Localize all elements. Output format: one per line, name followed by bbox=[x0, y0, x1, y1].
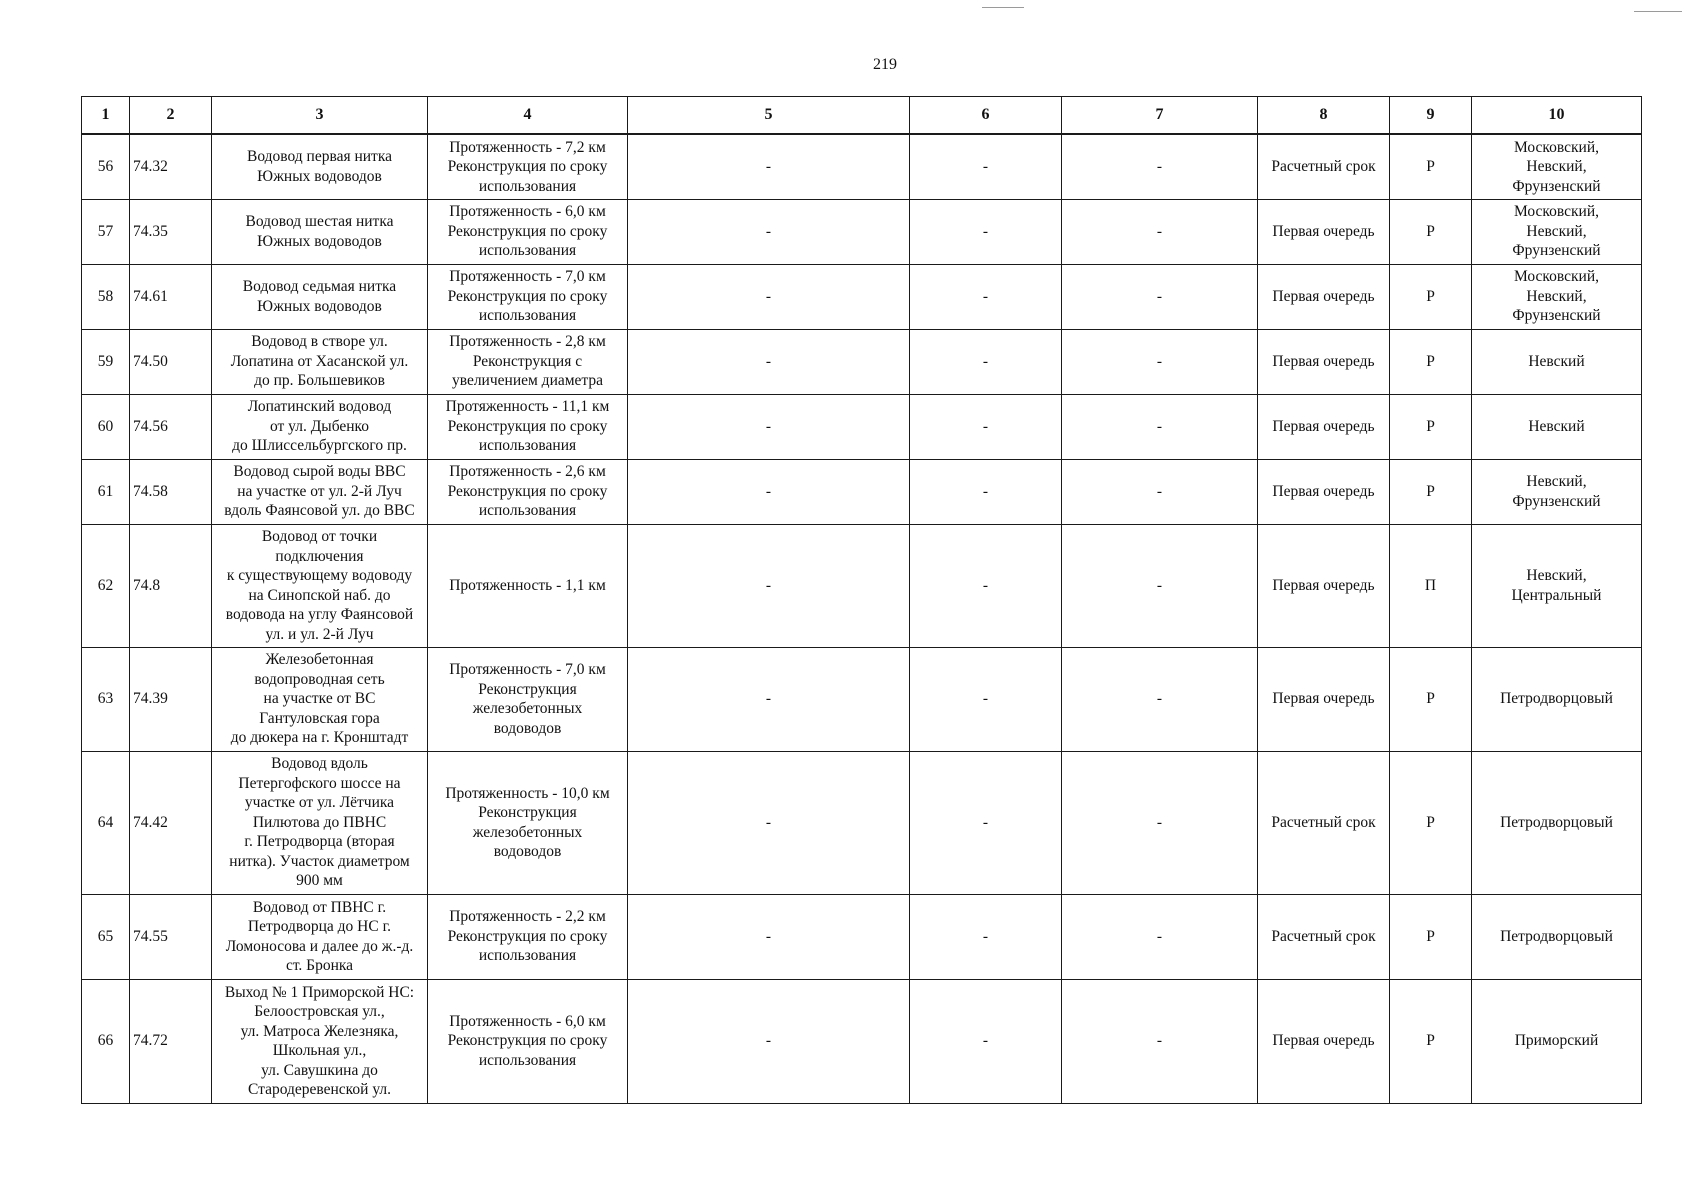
district-list bbox=[1472, 894, 1642, 979]
cell-line: Петродворцовый bbox=[1500, 813, 1613, 831]
cell-line: Водовод от ПВНС г. bbox=[252, 898, 387, 916]
column-6-value: - bbox=[910, 394, 1062, 459]
object-description bbox=[428, 329, 628, 394]
column-6-value: - bbox=[910, 459, 1062, 524]
district-list bbox=[1472, 199, 1642, 264]
table-row bbox=[82, 329, 1642, 394]
cell-line: железобетонных bbox=[472, 700, 583, 717]
column-6-value: - bbox=[910, 134, 1062, 199]
status-code: Р bbox=[1390, 264, 1472, 329]
implementation-stage: Первая очередь bbox=[1258, 459, 1390, 524]
cell-line: увеличением диаметра bbox=[451, 372, 604, 390]
cell-line: Протяженность - 6,0 км bbox=[449, 1012, 606, 1030]
cell-line: Петродворцовый bbox=[1500, 927, 1613, 945]
cell-line: Реконструкция по сроку bbox=[447, 222, 608, 240]
object-code: 74.8 bbox=[130, 524, 212, 647]
cell-line: Реконструкция bbox=[478, 804, 577, 821]
implementation-stage: Первая очередь bbox=[1258, 199, 1390, 264]
object-code: 74.39 bbox=[130, 647, 212, 751]
column-7-value: - bbox=[1062, 894, 1258, 979]
cell-line: Протяженность - 2,8 км bbox=[449, 333, 606, 351]
cell-line: Фрунзенский bbox=[1512, 307, 1601, 325]
district-list bbox=[1472, 134, 1642, 199]
table-row bbox=[82, 647, 1642, 751]
implementation-stage: Первая очередь bbox=[1258, 524, 1390, 647]
column-7-value: - bbox=[1062, 459, 1258, 524]
object-description bbox=[428, 459, 628, 524]
object-name bbox=[212, 524, 428, 647]
cell-line: Реконструкция по сроку bbox=[447, 158, 608, 175]
cell-line: использования bbox=[478, 947, 577, 965]
cell-line: Стародеревенской ул. bbox=[247, 1081, 392, 1098]
row-number: 60 bbox=[82, 394, 130, 459]
cell-line: железобетонных bbox=[472, 823, 583, 841]
column-header: 9 bbox=[1390, 97, 1472, 135]
column-header: 2 bbox=[130, 97, 212, 135]
scan-mark-top bbox=[982, 7, 1024, 8]
district-list bbox=[1472, 751, 1642, 894]
cell-line: Водовод вдоль bbox=[271, 755, 368, 773]
column-header: 6 bbox=[910, 97, 1062, 135]
row-number: 62 bbox=[82, 524, 130, 647]
object-name bbox=[212, 329, 428, 394]
cell-line: Лопатина от Хасанской ул. bbox=[230, 352, 409, 370]
cell-line: использования bbox=[478, 307, 577, 325]
column-6-value: - bbox=[910, 264, 1062, 329]
object-name bbox=[212, 134, 428, 199]
cell-line: Протяженность - 10,0 км bbox=[445, 784, 610, 802]
implementation-stage: Первая очередь bbox=[1258, 647, 1390, 751]
column-7-value: - bbox=[1062, 329, 1258, 394]
status-code: Р bbox=[1390, 199, 1472, 264]
cell-line: водопроводная сеть bbox=[254, 670, 385, 688]
cell-line: до Шлиссельбургского пр. bbox=[232, 437, 407, 455]
cell-line: Школьная ул., bbox=[272, 1042, 367, 1059]
cell-line: г. Петродворца (вторая bbox=[244, 833, 395, 851]
scan-mark-corner bbox=[1634, 11, 1682, 12]
cell-line: ул. Савушкина до bbox=[261, 1061, 378, 1079]
status-code: Р bbox=[1390, 979, 1472, 1103]
object-code: 74.35 bbox=[130, 199, 212, 264]
column-6-value: - bbox=[910, 524, 1062, 647]
table-row bbox=[82, 751, 1642, 894]
cell-line: водовода на углу Фаянсовой bbox=[225, 606, 414, 623]
object-name bbox=[212, 751, 428, 894]
status-code: Р bbox=[1390, 459, 1472, 524]
object-name bbox=[212, 264, 428, 329]
table-row bbox=[82, 134, 1642, 199]
object-description bbox=[428, 979, 628, 1103]
district-list bbox=[1472, 329, 1642, 394]
column-7-value: - bbox=[1062, 979, 1258, 1103]
district-list bbox=[1472, 647, 1642, 751]
cell-line: Невский, bbox=[1526, 158, 1587, 175]
cell-line: участке от ул. Лётчика bbox=[244, 794, 395, 812]
table-row bbox=[82, 979, 1642, 1103]
column-7-value: - bbox=[1062, 394, 1258, 459]
cell-line: Южных водоводов bbox=[257, 167, 382, 185]
column-header: 7 bbox=[1062, 97, 1258, 135]
implementation-stage: Расчетный срок bbox=[1258, 894, 1390, 979]
cell-line: на участке от ВС bbox=[263, 690, 376, 708]
cell-line: подключения bbox=[275, 547, 364, 565]
cell-line: Пилютова до ПВНС bbox=[252, 813, 387, 831]
cell-line: Железобетонная bbox=[265, 651, 374, 669]
cell-line: Петродворцовый bbox=[1500, 690, 1613, 708]
object-description bbox=[428, 134, 628, 199]
page-number: 219 bbox=[873, 56, 897, 73]
district-list bbox=[1472, 394, 1642, 459]
cell-line: Невский bbox=[1528, 352, 1585, 370]
cell-line: ул. Матроса Железняка, bbox=[240, 1022, 399, 1040]
cell-line: Невский, bbox=[1526, 473, 1587, 490]
column-5-value: - bbox=[628, 394, 910, 459]
implementation-stage: Расчетный срок bbox=[1258, 134, 1390, 199]
register-table bbox=[81, 96, 1642, 1104]
row-number: 57 bbox=[82, 199, 130, 264]
cell-line: ст. Бронка bbox=[285, 957, 354, 974]
object-code: 74.58 bbox=[130, 459, 212, 524]
cell-line: Водовод сырой воды ВВС bbox=[233, 463, 406, 481]
cell-line: до пр. Большевиков bbox=[254, 372, 385, 390]
cell-line: использования bbox=[478, 502, 577, 520]
cell-line: Фрунзенский bbox=[1512, 177, 1601, 195]
column-6-value: - bbox=[910, 199, 1062, 264]
object-code: 74.50 bbox=[130, 329, 212, 394]
cell-line: Водовод шестая нитка bbox=[245, 213, 394, 230]
cell-line: Реконструкция с bbox=[472, 352, 583, 370]
cell-line: Водовод первая нитка bbox=[246, 148, 393, 166]
district-list bbox=[1472, 459, 1642, 524]
cell-line: водоводов bbox=[493, 719, 562, 737]
column-5-value: - bbox=[628, 751, 910, 894]
table-row bbox=[82, 199, 1642, 264]
header-row bbox=[82, 97, 1642, 135]
cell-line: Центральный bbox=[1511, 586, 1602, 604]
cell-line: Выход № 1 Приморской НС: bbox=[224, 983, 415, 1001]
object-name bbox=[212, 894, 428, 979]
row-number: 66 bbox=[82, 979, 130, 1103]
cell-line: Реконструкция по сроку bbox=[447, 927, 608, 945]
cell-line: Гантуловская гора bbox=[259, 709, 380, 727]
cell-line: Московский, bbox=[1513, 268, 1599, 286]
cell-line: Водовод от точки bbox=[261, 528, 378, 545]
column-7-value: - bbox=[1062, 524, 1258, 647]
cell-line: Московский, bbox=[1513, 203, 1599, 221]
cell-line: Белоостровская ул., bbox=[254, 1003, 385, 1020]
cell-line: Южных водоводов bbox=[257, 297, 382, 315]
column-6-value: - bbox=[910, 894, 1062, 979]
cell-line: Московский, bbox=[1513, 138, 1599, 156]
column-5-value: - bbox=[628, 199, 910, 264]
status-code: Р bbox=[1390, 647, 1472, 751]
object-code: 74.55 bbox=[130, 894, 212, 979]
cell-line: нитка). Участок диаметром bbox=[229, 852, 410, 870]
cell-line: Реконструкция по сроку bbox=[447, 287, 608, 305]
cell-line: Протяженность - 6,0 км bbox=[449, 203, 606, 221]
status-code: П bbox=[1390, 524, 1472, 647]
object-name bbox=[212, 979, 428, 1103]
cell-line: Ломоносова и далее до ж.-д. bbox=[225, 937, 414, 955]
object-description bbox=[428, 751, 628, 894]
row-number: 59 bbox=[82, 329, 130, 394]
cell-line: водоводов bbox=[493, 843, 562, 860]
column-5-value: - bbox=[628, 134, 910, 199]
object-code: 74.42 bbox=[130, 751, 212, 894]
column-header: 10 bbox=[1472, 97, 1642, 135]
object-description bbox=[428, 524, 628, 647]
object-name bbox=[212, 199, 428, 264]
cell-line: Протяженность - 7,0 км bbox=[449, 661, 606, 678]
object-code: 74.32 bbox=[130, 134, 212, 199]
column-6-value: - bbox=[910, 647, 1062, 751]
table-row bbox=[82, 264, 1642, 329]
cell-line: использования bbox=[478, 242, 577, 260]
column-6-value: - bbox=[910, 329, 1062, 394]
cell-line: Водовод в створе ул. bbox=[251, 333, 388, 351]
cell-line: использования bbox=[478, 1051, 577, 1069]
object-code: 74.56 bbox=[130, 394, 212, 459]
district-list bbox=[1472, 524, 1642, 647]
cell-line: Фрунзенский bbox=[1512, 492, 1601, 510]
object-code: 74.72 bbox=[130, 979, 212, 1103]
cell-line: на участке от ул. 2-й Луч bbox=[237, 482, 402, 500]
column-5-value: - bbox=[628, 524, 910, 647]
column-5-value: - bbox=[628, 894, 910, 979]
cell-line: Приморский bbox=[1514, 1032, 1599, 1050]
cell-line: 900 мм bbox=[296, 872, 343, 890]
cell-line: Южных водоводов bbox=[257, 232, 382, 250]
cell-line: Протяженность - 2,2 км bbox=[449, 908, 606, 926]
implementation-stage: Первая очередь bbox=[1258, 394, 1390, 459]
cell-line: от ул. Дыбенко bbox=[269, 417, 370, 435]
column-header: 5 bbox=[628, 97, 910, 135]
cell-line: использования bbox=[478, 177, 577, 195]
cell-line: Реконструкция по сроку bbox=[447, 1032, 608, 1050]
row-number: 63 bbox=[82, 647, 130, 751]
column-7-value: - bbox=[1062, 647, 1258, 751]
table-body bbox=[82, 134, 1642, 1103]
implementation-stage: Первая очередь bbox=[1258, 264, 1390, 329]
cell-line: Реконструкция bbox=[478, 680, 577, 698]
cell-line: к существующему водоводу bbox=[226, 567, 413, 584]
cell-line: использования bbox=[478, 437, 577, 455]
column-header: 4 bbox=[428, 97, 628, 135]
column-7-value: - bbox=[1062, 751, 1258, 894]
cell-line: Невский, bbox=[1526, 287, 1587, 305]
object-description bbox=[428, 264, 628, 329]
status-code: Р bbox=[1390, 751, 1472, 894]
cell-line: Невский, bbox=[1526, 567, 1587, 584]
status-code: Р bbox=[1390, 134, 1472, 199]
column-7-value: - bbox=[1062, 264, 1258, 329]
row-number: 65 bbox=[82, 894, 130, 979]
status-code: Р bbox=[1390, 394, 1472, 459]
cell-line: Невский, bbox=[1526, 222, 1587, 240]
implementation-stage: Первая очередь bbox=[1258, 329, 1390, 394]
cell-line: Петергофского шоссе на bbox=[238, 774, 401, 792]
cell-line: ул. и ул. 2-й Луч bbox=[265, 625, 374, 643]
cell-line: Невский bbox=[1528, 417, 1585, 435]
table-row bbox=[82, 394, 1642, 459]
cell-line: Протяженность - 11,1 км bbox=[445, 398, 610, 416]
cell-line: Петродворца до НС г. bbox=[247, 918, 392, 935]
cell-line: Протяженность - 7,2 км bbox=[449, 138, 606, 156]
implementation-stage: Первая очередь bbox=[1258, 979, 1390, 1103]
cell-line: Протяженность - 2,6 км bbox=[449, 463, 606, 481]
cell-line: Реконструкция по сроку bbox=[447, 482, 608, 500]
cell-line: Лопатинский водовод bbox=[247, 398, 392, 416]
column-header: 3 bbox=[212, 97, 428, 135]
column-6-value: - bbox=[910, 979, 1062, 1103]
district-list bbox=[1472, 979, 1642, 1103]
object-name bbox=[212, 647, 428, 751]
object-name bbox=[212, 459, 428, 524]
implementation-stage: Расчетный срок bbox=[1258, 751, 1390, 894]
column-7-value: - bbox=[1062, 134, 1258, 199]
object-name bbox=[212, 394, 428, 459]
row-number: 56 bbox=[82, 134, 130, 199]
status-code: Р bbox=[1390, 894, 1472, 979]
cell-line: на Синопской наб. до bbox=[248, 586, 391, 604]
row-number: 64 bbox=[82, 751, 130, 894]
cell-line: Водовод седьмая нитка bbox=[242, 278, 397, 295]
column-7-value: - bbox=[1062, 199, 1258, 264]
column-5-value: - bbox=[628, 647, 910, 751]
object-description bbox=[428, 647, 628, 751]
object-description bbox=[428, 199, 628, 264]
status-code: Р bbox=[1390, 329, 1472, 394]
column-5-value: - bbox=[628, 979, 910, 1103]
object-code: 74.61 bbox=[130, 264, 212, 329]
object-description bbox=[428, 394, 628, 459]
cell-line: Протяженность - 1,1 км bbox=[449, 576, 606, 594]
column-header: 1 bbox=[82, 97, 130, 135]
table-row bbox=[82, 894, 1642, 979]
object-description bbox=[428, 894, 628, 979]
table-row bbox=[82, 459, 1642, 524]
column-5-value: - bbox=[628, 329, 910, 394]
column-6-value: - bbox=[910, 751, 1062, 894]
row-number: 61 bbox=[82, 459, 130, 524]
column-5-value: - bbox=[628, 264, 910, 329]
column-header: 8 bbox=[1258, 97, 1390, 135]
cell-line: до дюкера на г. Кронштадт bbox=[230, 729, 409, 747]
row-number: 58 bbox=[82, 264, 130, 329]
table-row bbox=[82, 524, 1642, 647]
column-5-value: - bbox=[628, 459, 910, 524]
cell-line: Реконструкция по сроку bbox=[447, 417, 608, 435]
cell-line: Фрунзенский bbox=[1512, 242, 1601, 260]
cell-line: Протяженность - 7,0 км bbox=[449, 268, 606, 286]
district-list bbox=[1472, 264, 1642, 329]
cell-line: вдоль Фаянсовой ул. до ВВС bbox=[224, 502, 415, 520]
